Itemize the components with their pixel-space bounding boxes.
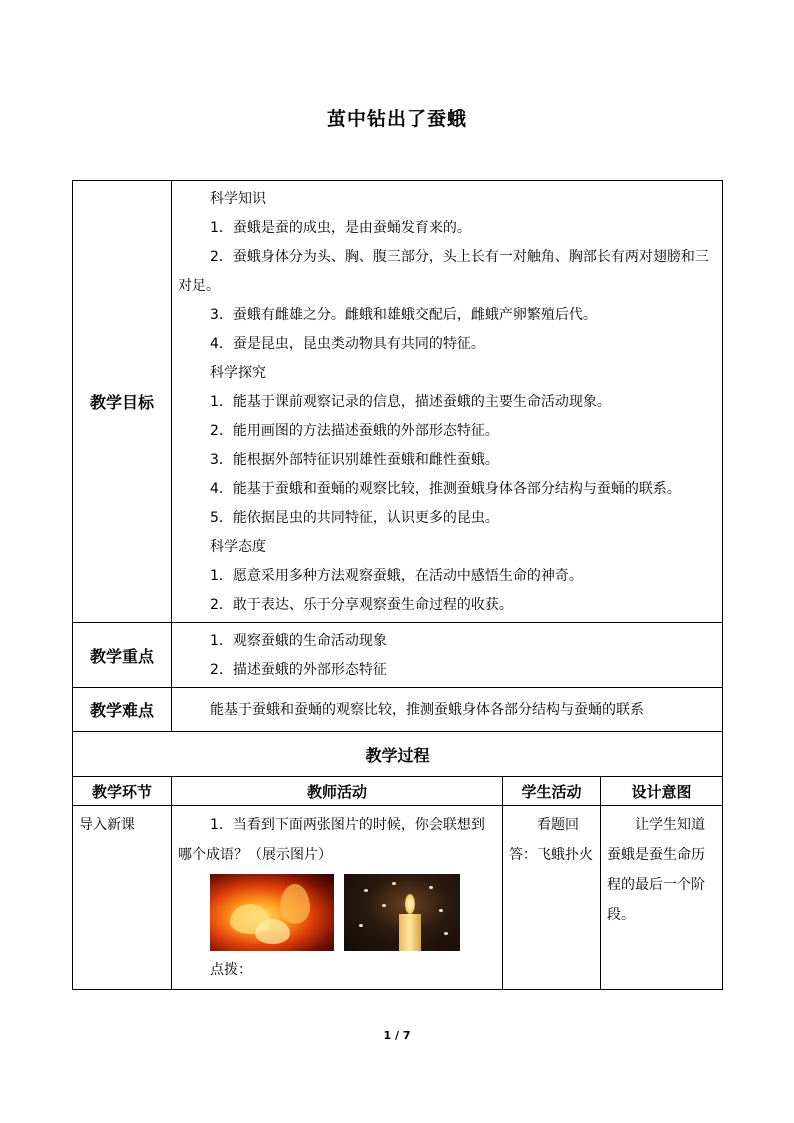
- objectives-content: [172, 181, 723, 623]
- objective-line: 科学探究: [210, 365, 266, 381]
- illustration-group: [210, 874, 496, 951]
- design-intent-text: 让学生知道蚕蛾是蚕生命历程的最后一个阶段。: [607, 817, 705, 923]
- key-point-line: 1．观察蚕蛾的生命活动现象: [210, 633, 387, 649]
- column-header-intent: 设计意图: [601, 777, 723, 806]
- column-header-teacher: 教师活动: [172, 777, 503, 806]
- difficulty-text: 能基于蚕蛾和蚕蛹的观察比较，推测蚕蛾身体各部分结构与蚕蛹的联系: [210, 702, 644, 718]
- objective-line: 2．敢于表达、乐于分享观察蚕生命过程的收获。: [210, 597, 513, 613]
- objective-line: 3．蚕蛾有雌雄之分。雌蛾和雄蛾交配后，雌蛾产卵繁殖后代。: [210, 307, 597, 323]
- objective-line: 科学知识: [210, 191, 266, 207]
- stage-cell: 导入新课: [73, 806, 172, 990]
- student-activity-text: 看题回答：飞蛾扑火: [509, 817, 593, 863]
- design-intent-cell: [601, 806, 723, 990]
- objective-line: 1．愿意采用多种方法观察蚕蛾，在活动中感悟生命的神奇。: [210, 568, 583, 584]
- difficulties-content: [172, 688, 723, 732]
- process-column-headers: [73, 777, 723, 806]
- teacher-activity-text: 1．当看到下面两张图片的时候，你会联想到哪个成语？（展示图片）: [178, 817, 485, 863]
- key-point-line: 2．描述蚕蛾的外部形态特征: [210, 662, 387, 678]
- page-number: 1 / 7: [383, 1029, 411, 1042]
- objective-line: 1．蚕蛾是蚕的成虫，是由蚕蛹发育来的。: [210, 220, 471, 236]
- column-header-student: 学生活动: [503, 777, 601, 806]
- table-row: [73, 806, 723, 990]
- objectives-label: 教学目标: [73, 181, 172, 623]
- objectives-row: [73, 181, 723, 623]
- objective-line: 4．能基于蚕蛾和蚕蛹的观察比较，推测蚕蛾身体各部分结构与蚕蛹的联系。: [210, 481, 681, 497]
- lesson-plan-table: [72, 180, 723, 990]
- key-points-label: 教学重点: [73, 623, 172, 688]
- teacher-tip-text: 点拨：: [210, 962, 252, 978]
- fire-image: [210, 874, 334, 951]
- objective-line: 2．能用画图的方法描述蚕蛾的外部形态特征。: [210, 423, 499, 439]
- objective-line: 1．能基于课前观察记录的信息，描述蚕蛾的主要生命活动现象。: [210, 394, 611, 410]
- difficulties-label: 教学难点: [73, 688, 172, 732]
- process-heading-row: [73, 732, 723, 777]
- page-title: 茧中钻出了蚕蛾: [326, 108, 467, 130]
- column-header-stage: 教学环节: [73, 777, 172, 806]
- objective-line: 4．蚕是昆虫，昆虫类动物具有共同的特征。: [210, 336, 485, 352]
- teacher-activity-cell: [172, 806, 503, 990]
- objective-line: 2．蚕蛾身体分为头、胸、腹三部分，头上长有一对触角、胸部长有两对翅膀和三对足。: [178, 249, 709, 294]
- key-points-content: [172, 623, 723, 688]
- objective-line: 3．能根据外部特征识别雄性蚕蛾和雌性蚕蛾。: [210, 452, 499, 468]
- student-activity-cell: [503, 806, 601, 990]
- key-points-row: [73, 623, 723, 688]
- objective-line: 5．能依据昆虫的共同特征，认识更多的昆虫。: [210, 510, 499, 526]
- difficulties-row: [73, 688, 723, 732]
- objective-line: 科学态度: [210, 539, 266, 555]
- process-heading: 教学过程: [73, 732, 723, 777]
- candle-moths-image: [344, 874, 460, 951]
